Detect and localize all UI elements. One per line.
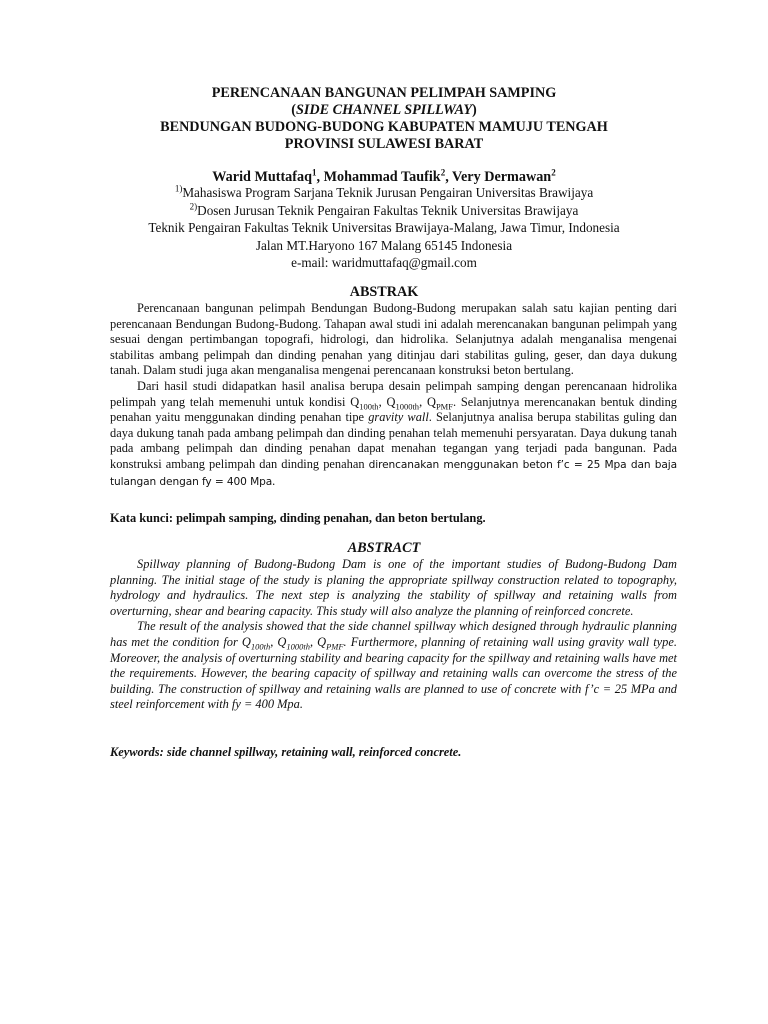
keywords-label: Keywords	[110, 745, 160, 759]
paper-title	[60, 85, 708, 153]
affiliation-1: $^{1)}$Mahasiswa Program Sarjana Teknik Jurusan Pengairan Universitas Brawijaya	[174, 183, 594, 200]
kata-kunci: Kata kunci: pelimpah samping, dinding penahan, dan beton bertulang.	[110, 511, 486, 525]
title-line-1: PERENCANAAN BANGUNAN PELIMPAH SAMPING	[211, 85, 557, 101]
title-english: SIDE CHANNEL SPILLWAY	[295, 102, 473, 118]
abstrak-body	[110, 301, 677, 490]
keywords-line: Keywords: side channel spillway, retaining wall, reinforced concrete.	[110, 745, 462, 759]
title-line-3: BENDUNGAN BUDONG-BUDONG KABUPATEN MAMUJU TENGAH	[160, 119, 608, 135]
abstrak-paragraph-1: Perencanaan bangunan pelimpah Bendungan Budong-Budong merupakan salah satu kajian penting dari perencanaan Bendungan Budong-Budong. Tahapan awal studi ini adalah merencanakan bangunan pelimpah yang sesuai dengan pertimbangan topografi, hidrologi, dan hidrolika. Selanjutnya adalah menganalisa mengenai stabilitas ambang pelimpah dan dinding penahan yang ditinjau dari stabilitas guling, geser, dan daya dukung tanah. Dalam studi juga akan menganalisa mengenai perencanaan konstruksi beton bertulang.	[110, 301, 677, 378]
affiliation-3: Teknik Pengairan Fakultas Teknik Universitas Brawijaya-Malang, Jawa Timur, Indonesia	[148, 220, 620, 235]
title-line-2: (SIDE CHANNEL SPILLWAY)	[291, 102, 477, 118]
abstract-heading: ABSTRACT	[347, 540, 421, 556]
affiliation-2: $^{2)}$Dosen Jurusan Teknik Pengairan Fakultas Teknik Universitas Brawijaya	[189, 201, 579, 218]
author-3: Very Dermawan	[452, 169, 552, 185]
email: e-mail: waridmuttafaq@gmail.com	[291, 255, 477, 270]
author-2: Mohammad Taufik	[323, 169, 441, 185]
author-1: Warid Muttafaq	[212, 169, 312, 185]
abstract-paragraph-1: Spillway planning of Budong-Budong Dam is one of the important studies of Budong-Budong Dam planning. The initial stage of the study is planing the appropriate spillway construction related to topography, hydrology and hydraulics. The next step is analyzing the stability of spillway and retaining walls from overturning, shear and bearing capacity. This study will also analyze the planning of reinforced concrete.	[110, 557, 677, 618]
affiliations	[60, 184, 708, 272]
abstract-body	[110, 557, 677, 713]
abstrak-heading: ABSTRAK	[349, 284, 419, 300]
abstract-paragraph-2: The result of the analysis showed that the side channel spillway which designed through hydraulic planning has met the condition for $Q_{100th}$, $Q_{1000th}$, $Q_{PMF}$. Furthermore, planning of retaining wall using gravity wall type. Moreover, the analysis of overturning stability and bearing capacity for the spillway and retaining walls have met the requirements. However, the bearing capacity of spillway and retaining walls can overcome the stress of the building. The construction of spillway and retaining walls are planned to use of concrete with f’c = 25 MPa and steel reinforcement with fy = 400 Mpa.	[110, 619, 677, 712]
title-line-4: PROVINSI SULAWESI BARAT	[284, 136, 484, 152]
concrete-spec-text: direncanakan menggunakan beton f’c = 25 Mpa dan baja tulangan dengan fy = 400 Mpa	[110, 458, 677, 488]
author-list: Warid Muttafaq$^1$, Mohammad Taufik$^2$, Very Dermawan$^2$	[212, 167, 556, 185]
abstrak-paragraph-2: Dari hasil studi didapatkan hasil analisa berupa desain pelimpah samping dengan perencanaan hidrolika pelimpah yang telah memenuhi untuk kondisi $Q_{100th}$, $Q_{1000th}$, $Q_{PMF}$. Selanjutnya merencanakan bentuk dinding penahan yaitu menggunakan dinding penahan tipe gravity wall. Selanjutnya analisa berupa stabilitas guling dan daya dukung tanah pada ambang pelimpah dan dinding penahan telah memenuhi persyaratan. Daya dukung tanah pada ambang pelimpah dan dinding penahan dapat menahan tegangan yang terjadi pada bangunan. Pada konstruksi ambang pelimpah dan dinding penahan direncanakan menggunakan beton f’c = 25 Mpa dan baja tulangan dengan fy = 400 Mpa.	[110, 378, 677, 488]
keywords-list: side channel spillway, retaining wall, reinforced concrete.	[166, 745, 462, 759]
address: Jalan MT.Haryono 167 Malang 65145 Indonesia	[255, 237, 513, 253]
